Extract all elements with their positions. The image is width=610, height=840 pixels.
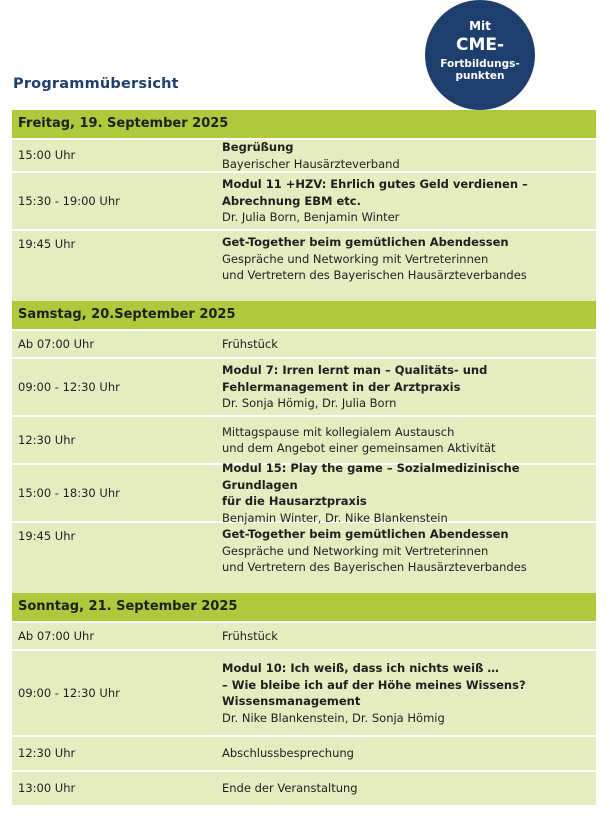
- session-title: Modul 11 +HZV: Ehrlich gutes Geld verdienen – Abrechnung EBM etc.: [222, 177, 528, 208]
- session-line: Ende der Veranstaltung: [222, 781, 358, 796]
- badge-line-3: Fortbildungs-: [440, 57, 520, 70]
- session-time: 13:00 Uhr: [18, 781, 76, 796]
- session-title: Modul 7: Irren lernt man – Qualitäts- und Fehlermanagement in der Arztpraxis: [222, 363, 488, 394]
- badge-line-1: Mit: [469, 19, 491, 34]
- session-details: [222, 523, 596, 579]
- badge-line-4: punkten: [455, 70, 505, 83]
- session-line: Dr. Julia Born, Benjamin Winter: [222, 210, 400, 225]
- session-line: Frühstück: [222, 336, 278, 351]
- session-title: Get-Together beim gemütlichen Abendessen: [222, 527, 509, 541]
- session-line: Bayerischer Hausärzteverband: [222, 156, 400, 171]
- session-details: [222, 742, 596, 765]
- session-time: 15:00 - 18:30 Uhr: [18, 485, 120, 500]
- session-details: [222, 421, 596, 460]
- day-header: Samstag, 20.September 2025: [12, 301, 596, 329]
- program-table: [12, 110, 596, 805]
- session-time: Ab 07:00 Uhr: [18, 628, 95, 643]
- session-line: und Vertretern des Bayerischen Hausärzteverbandes: [222, 268, 527, 282]
- cme-badge: [425, 0, 535, 110]
- session-details: [222, 333, 596, 356]
- schedule-row: [12, 415, 596, 463]
- session-details: [222, 231, 596, 287]
- day-header: Sonntag, 21. September 2025: [12, 593, 596, 621]
- session-details: [222, 359, 596, 415]
- schedule-row: [12, 461, 596, 525]
- session-title: Begrüßung: [222, 140, 294, 154]
- session-time: 19:45 Uhr: [18, 529, 76, 543]
- schedule-row: [12, 357, 596, 415]
- schedule-row: [12, 138, 596, 171]
- session-time: 12:30 Uhr: [18, 746, 76, 761]
- session-time: 09:00 - 12:30 Uhr: [18, 685, 120, 700]
- session-line: Abschlussbesprechung: [222, 746, 354, 761]
- session-line: und Vertretern des Bayerischen Hausärzteverbandes: [222, 560, 527, 574]
- session-line: Benjamin Winter, Dr. Nike Blankenstein: [222, 510, 448, 525]
- schedule-row: [12, 735, 596, 770]
- session-time: 15:00 Uhr: [18, 148, 76, 163]
- session-time: 19:45 Uhr: [18, 237, 76, 251]
- badge-line-2: CME-: [455, 35, 505, 56]
- session-line: Gespräche und Networking mit Vertreterinnen: [222, 251, 489, 266]
- session-details: [222, 136, 596, 175]
- schedule-row: [12, 229, 596, 301]
- schedule-row: [12, 649, 596, 735]
- session-details: [222, 457, 596, 529]
- schedule-row: [12, 621, 596, 649]
- session-title: Modul 15: Play the game – Sozialmedizinische Grundlagen für die Hausarztpraxis: [222, 461, 520, 508]
- session-line: Dr. Nike Blankenstein, Dr. Sonja Hömig: [222, 710, 445, 725]
- session-details: [222, 625, 596, 648]
- schedule-row: [12, 329, 596, 357]
- session-time: 12:30 Uhr: [18, 432, 76, 447]
- page-title: Programmübersicht: [13, 76, 179, 92]
- session-title: Modul 10: Ich weiß, dass ich nichts weiß … – Wie bleibe ich auf der Höhe meines Wissens? Wissensmanagement: [222, 661, 526, 708]
- session-line: und dem Angebot einer gemeinsamen Aktivität: [222, 441, 496, 455]
- schedule-row: [12, 521, 596, 593]
- session-line: Gespräche und Networking mit Vertreterinnen: [222, 543, 489, 558]
- session-time: 09:00 - 12:30 Uhr: [18, 379, 120, 394]
- day-header: Freitag, 19. September 2025: [12, 110, 596, 138]
- session-details: [222, 657, 596, 729]
- schedule-row: [12, 770, 596, 805]
- session-details: [222, 173, 596, 229]
- session-details: [222, 777, 596, 800]
- session-line: Frühstück: [222, 628, 278, 643]
- schedule-row: [12, 171, 596, 229]
- session-time: Ab 07:00 Uhr: [18, 336, 95, 351]
- session-title: Get-Together beim gemütlichen Abendessen: [222, 235, 509, 249]
- session-time: 15:30 - 19:00 Uhr: [18, 193, 120, 208]
- session-line: Dr. Sonja Hömig, Dr. Julia Born: [222, 396, 397, 411]
- session-line: Mittagspause mit kollegialem Austausch: [222, 424, 455, 439]
